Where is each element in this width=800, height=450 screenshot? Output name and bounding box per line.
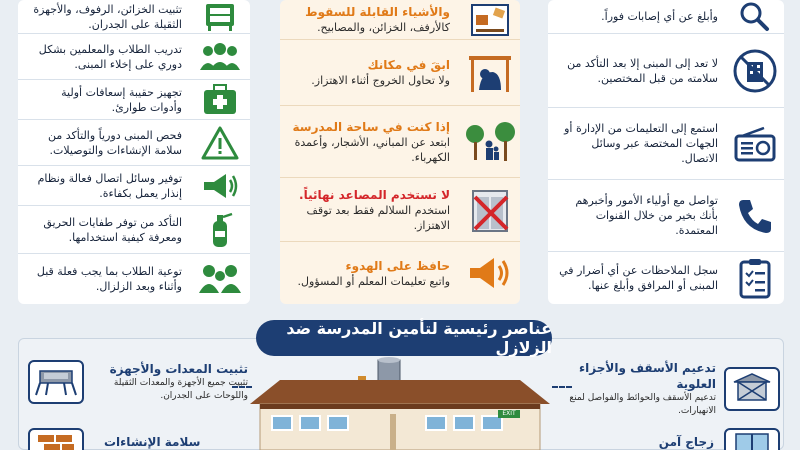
item-title: والأشياء القابلة للسقوط <box>305 5 450 19</box>
students-icon <box>190 254 250 304</box>
item-text: تجهيز حقيبة إسعافات أولية وأدوات طوارئ. <box>61 85 182 114</box>
item-text: سجل الملاحظات عن أي أضرار في المبنى أو المرافق وأبلغ عنها. <box>559 264 718 292</box>
exit-sign: EXIT <box>502 410 516 417</box>
clipboard-icon <box>726 252 784 304</box>
bottom-feature-left-1 <box>28 360 248 404</box>
item-title: إذا كنت في ساحة المدرسة <box>292 119 450 134</box>
no-building-icon <box>726 34 784 107</box>
feature-title: تثبيت المعدات والأجهزة <box>109 362 248 376</box>
item-title: لا تستخدم المصاعد نهائياً. <box>299 187 450 202</box>
item-text: لا تعد إلى المبنى إلا بعد التأكد من سلامته من قبل المختصين. <box>567 56 718 85</box>
item-body: كالأرفف، الخزائن، والمصابيح. <box>317 21 450 34</box>
item-text: توعية الطلاب بما يجب فعلة قبل وأثناء وبعد الزلزال. <box>36 265 182 293</box>
falling-objects-icon <box>460 0 520 39</box>
list-item <box>548 252 784 304</box>
item-body: ولا تحاول الخروج أثناء الاهتزاز. <box>311 74 450 87</box>
list-item <box>18 34 250 80</box>
preparation-column <box>18 0 250 304</box>
roof-support-icon <box>724 367 780 411</box>
school-building-illustration <box>250 352 550 450</box>
list-item <box>18 80 250 120</box>
connector-line <box>232 386 252 388</box>
list-item <box>280 106 520 178</box>
safe-glass-icon <box>724 428 780 450</box>
list-item <box>548 180 784 252</box>
cabinet-icon <box>190 0 250 33</box>
list-item <box>280 0 520 40</box>
feature-body: تدعيم الأسقف والحوائط والفواصل لمنع الانهيارات. <box>569 393 716 416</box>
after-earthquake-column <box>548 0 784 304</box>
list-item <box>280 40 520 106</box>
schoolyard-icon <box>460 106 520 177</box>
section-banner: عناصر رئيسية لتأمين المدرسة ضد الزلازل <box>256 320 552 356</box>
list-item <box>548 34 784 108</box>
bottom-feature-left-2 <box>28 428 248 450</box>
elevator-icon <box>460 178 520 241</box>
phone-icon <box>726 180 784 251</box>
equipment-icon <box>28 360 84 404</box>
item-text: التأكد من توفر طفايات الحريق ومعرفة كيفية استخدامها. <box>43 215 182 244</box>
warning-icon <box>190 120 250 165</box>
item-body: ابتعد عن المباني، الأشجار، وأعمدة الكهرباء. <box>294 135 450 164</box>
feature-title: تدعيم الأسقف والأجزاء العلوية <box>579 361 716 391</box>
search-icon <box>726 0 784 33</box>
item-text: وأبلغ عن أي إصابات فوراً. <box>601 10 718 23</box>
item-text: توفير وسائل اتصال فعالة ونظام إنذار يعمل بكفاءة. <box>37 171 182 200</box>
group-icon <box>190 34 250 79</box>
bottom-feature-right-2 <box>560 428 780 450</box>
list-item <box>280 242 520 304</box>
list-item <box>280 178 520 242</box>
feature-body: تثبيت جميع الأجهزة والمعدات الثقيلة واللوحات على الجدران. <box>113 378 248 401</box>
list-item <box>548 0 784 34</box>
bricks-icon <box>28 428 84 450</box>
list-item <box>18 120 250 166</box>
first-aid-icon <box>190 80 250 119</box>
fire-extinguisher-icon <box>190 206 250 253</box>
item-body: واتبع تعليمات المعلم أو المسؤول. <box>297 274 450 288</box>
item-text: تثبيت الخزائن، الرفوف، والأجهزة الثقيلة على الجدران. <box>33 2 182 31</box>
list-item <box>18 166 250 206</box>
list-item <box>18 254 250 304</box>
feature-title: زجاج آمن <box>658 435 714 449</box>
bottom-feature-right-1 <box>560 360 780 418</box>
item-text: استمع إلى التعليمات من الإدارة أو الجهات المختصة عبر وسائل الاتصال. <box>564 122 718 165</box>
during-earthquake-column <box>280 0 520 304</box>
item-title: حافظ على الهدوء <box>345 258 450 273</box>
radio-icon <box>726 108 784 179</box>
list-item <box>548 108 784 180</box>
item-text: تواصل مع أولياء الأمور وأخبرهم بأنك بخير من خلال القنوات المعتمدة. <box>575 194 718 237</box>
item-text: تدريب الطلاب والمعلمين بشكل دوري على إخلاء المبنى. <box>38 42 182 71</box>
megaphone-icon <box>190 166 250 205</box>
crouch-icon <box>460 40 520 105</box>
item-text: فحص المبنى دورياً والتأكد من سلامة الإنشاءات والتوصيلات. <box>48 128 182 157</box>
list-item <box>18 0 250 34</box>
item-title: ابقَ في مكانك <box>367 58 450 72</box>
feature-title: سلامة الإنشاءات <box>104 435 201 449</box>
item-body: استخدم السلالم فقط بعد توقف الاهتزاز. <box>306 203 450 232</box>
list-item <box>18 206 250 254</box>
loudspeaker-icon <box>460 242 520 304</box>
